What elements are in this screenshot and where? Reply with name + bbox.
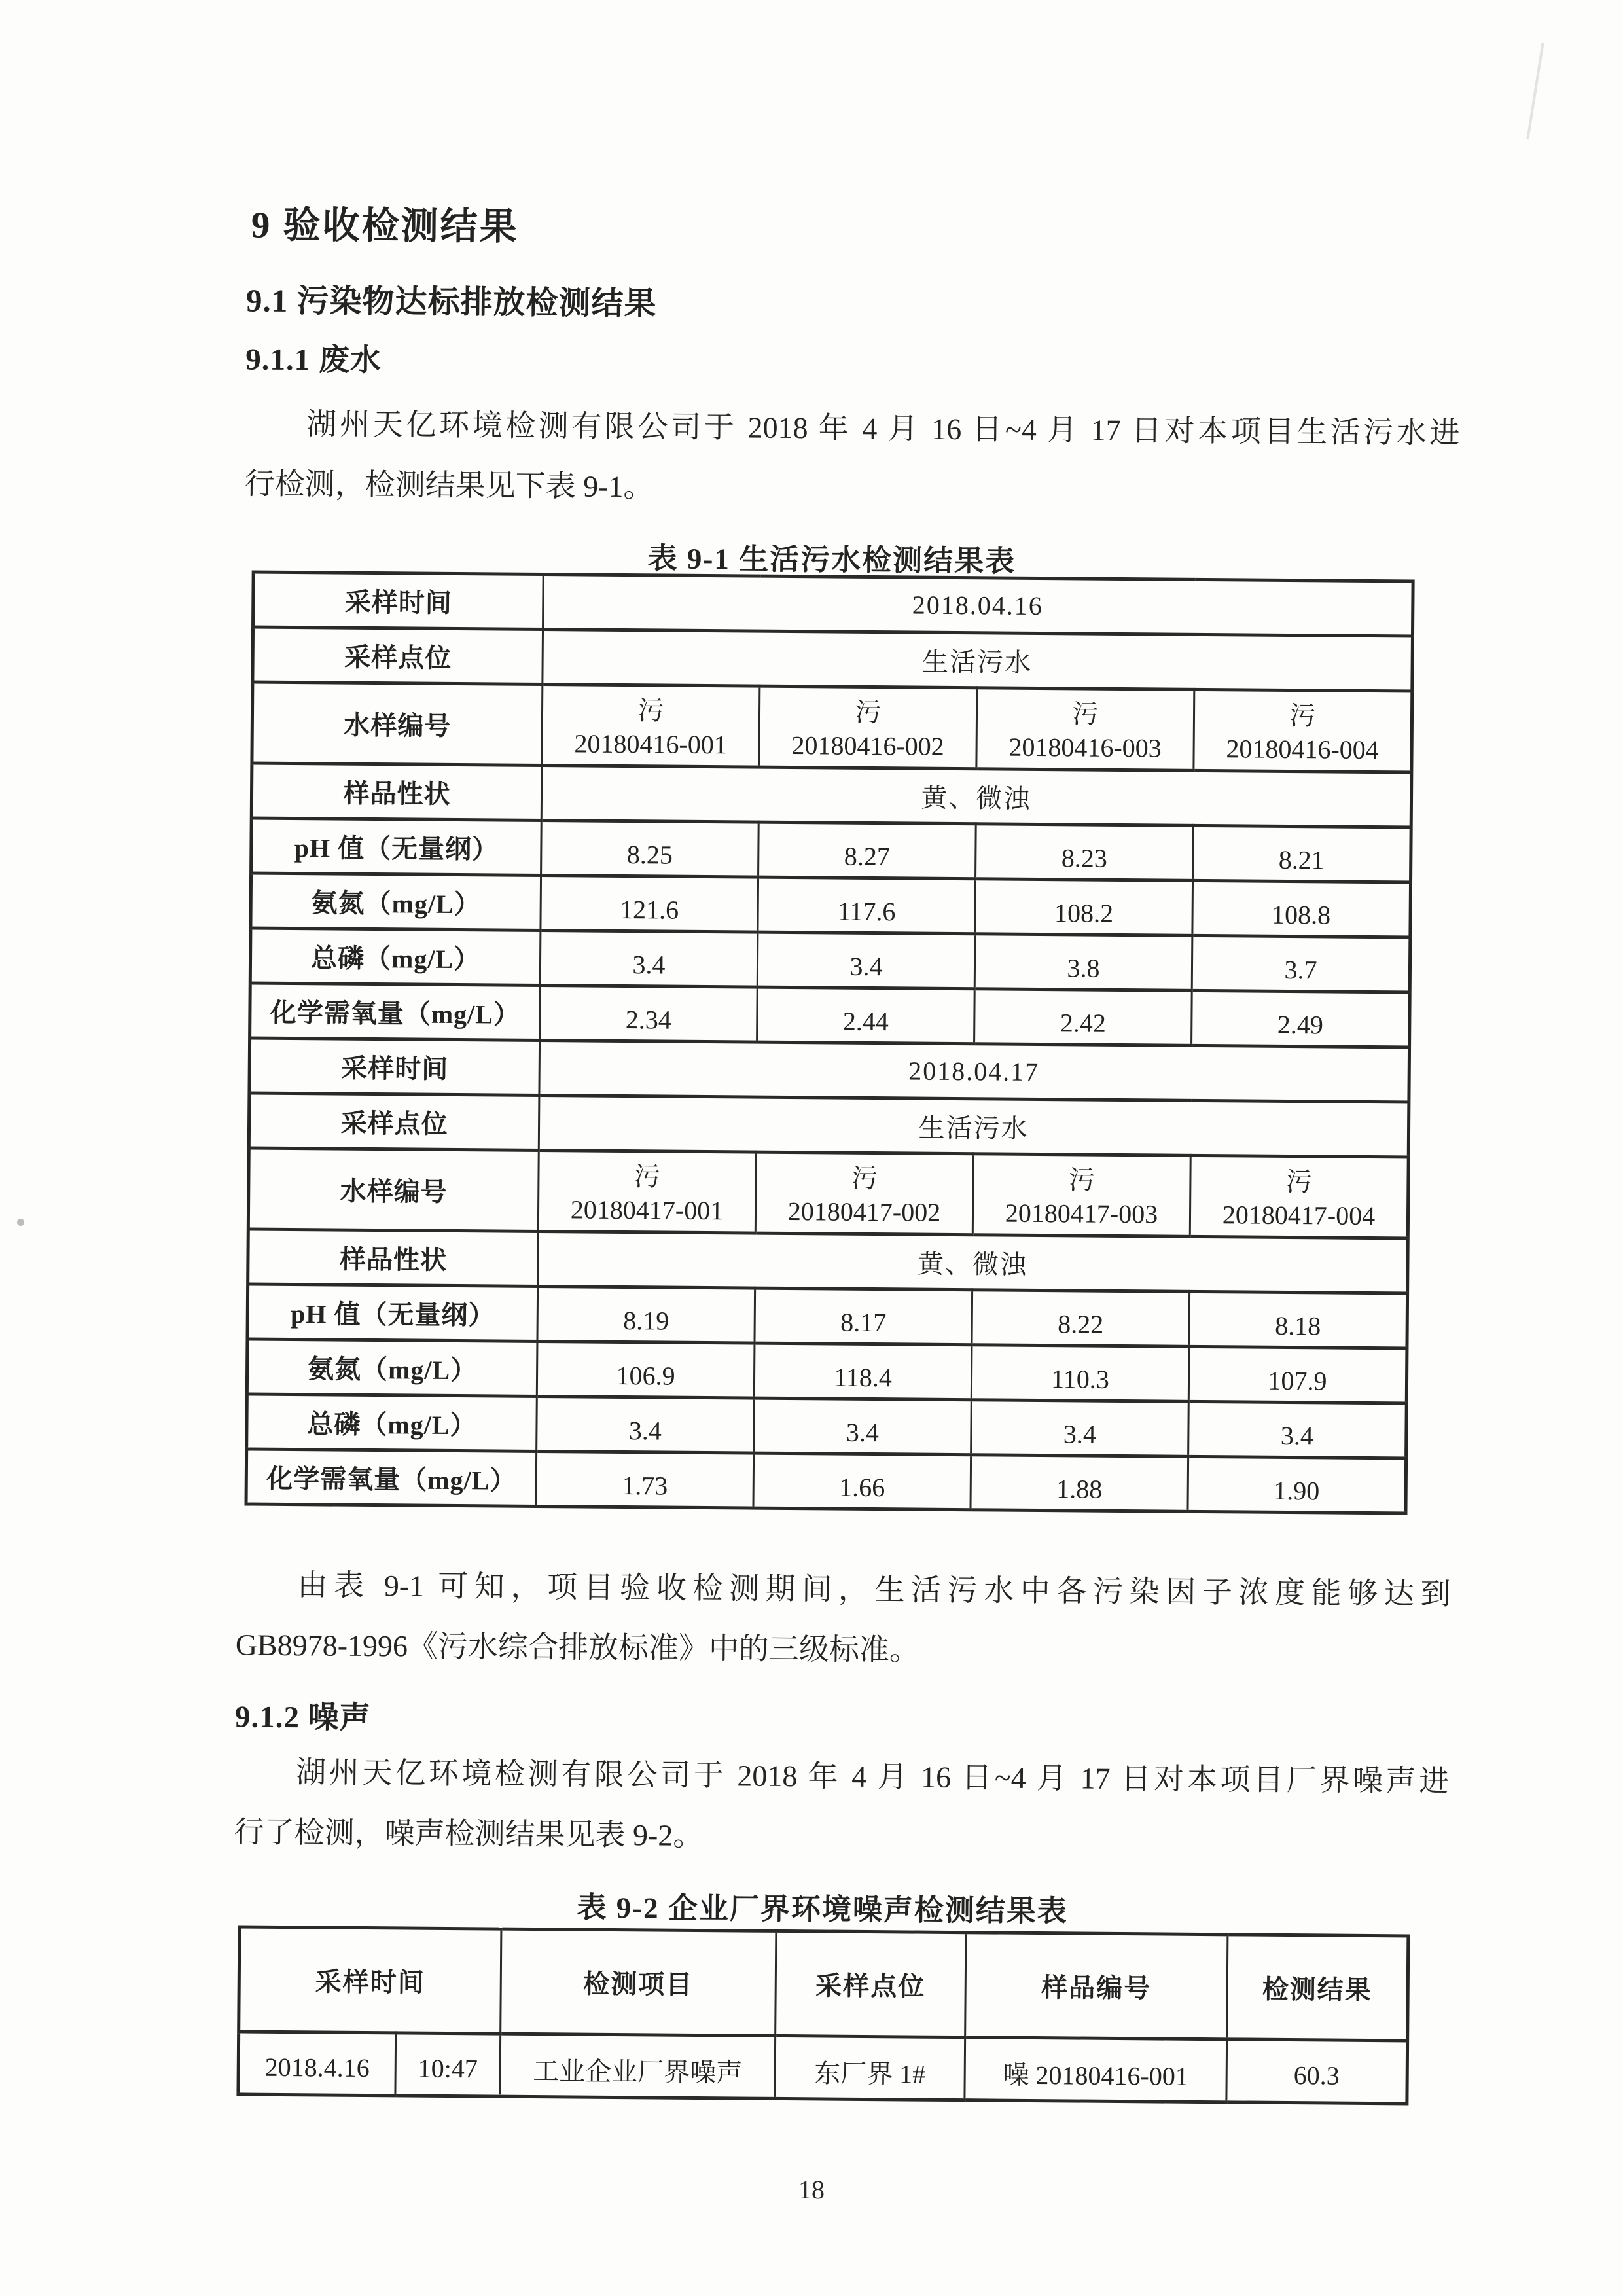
- table-row: [248, 1148, 1408, 1238]
- row-label-cell: 化学需氧量（mg/L）: [250, 983, 541, 1040]
- table-cell: 噪 20180416-001: [965, 2037, 1227, 2102]
- table-cell: 118.4: [754, 1343, 972, 1400]
- table-row: [250, 983, 1410, 1047]
- row-label-cell: pH 值（无量纲）: [247, 1284, 538, 1341]
- chapter-heading: 9 验收检测结果: [251, 204, 519, 248]
- section-heading: 9.1 污染物达标排放检测结果: [245, 282, 657, 322]
- row-label-cell: 采样时间: [249, 1038, 540, 1095]
- table-cell: 2.44: [757, 987, 975, 1044]
- table-cell: 3.4: [537, 1397, 755, 1454]
- table-cell: 3.4: [757, 932, 975, 989]
- paragraph-noise-intro: [234, 1742, 1449, 1872]
- table-cell: 2.34: [540, 986, 758, 1043]
- table-cell: 3.4: [540, 931, 758, 988]
- table-9-1: [244, 571, 1414, 1515]
- table-cell: 8.22: [972, 1290, 1190, 1347]
- table-row: [249, 1038, 1410, 1102]
- page-number: 18: [798, 2175, 825, 2204]
- table-cell: 2.49: [1192, 990, 1410, 1047]
- table-cell: 污 20180417-002: [755, 1152, 973, 1235]
- table-cell: 东厂界 1#: [775, 2036, 965, 2100]
- table-cell: 8.17: [755, 1288, 972, 1345]
- table-cell: 8.27: [758, 822, 976, 879]
- table-cell: 1.90: [1188, 1456, 1406, 1513]
- paragraph-line: GB8978-1996《污水综合排放标准》中的三级标准。: [235, 1628, 920, 1667]
- column-header: 采样时间: [239, 1927, 501, 2034]
- row-label-cell: 采样时间: [253, 572, 544, 629]
- table-cell: 8.19: [537, 1287, 755, 1344]
- table-row: [249, 1093, 1409, 1157]
- row-label-cell: 采样点位: [253, 627, 543, 684]
- table-cell: 黄、微浊: [541, 766, 1412, 827]
- subsection-heading-noise: 9.1.2 噪声: [234, 1700, 371, 1736]
- paragraph-line: 由表 9-1 可知，项目验收检测期间，生活污水中各污染因子浓度能够达到: [297, 1568, 1451, 1611]
- column-header: 采样点位: [776, 1931, 966, 2037]
- table-cell: 2.42: [974, 989, 1192, 1046]
- row-label-cell: 总磷（mg/L）: [247, 1394, 537, 1451]
- table-9-2-caption: 表 9-2 企业厂界环境噪声检测结果表: [577, 1891, 1069, 1928]
- paragraph-line: 行检测，检测结果见下表 9-1。: [244, 467, 654, 504]
- table-cell: 污 20180417-003: [972, 1154, 1190, 1237]
- row-label-cell: pH 值（无量纲）: [251, 818, 542, 875]
- table-cell: 污 20180416-001: [542, 685, 760, 768]
- table-cell: 工业企业厂界噪声: [500, 2034, 776, 2098]
- table-row: [252, 682, 1412, 772]
- table-row: [238, 2032, 1408, 2104]
- table-row: [251, 818, 1412, 882]
- table-cell: 8.23: [976, 824, 1194, 881]
- table-cell: 60.3: [1226, 2039, 1408, 2104]
- table-cell: 3.4: [1188, 1401, 1407, 1458]
- table-row: [248, 1229, 1408, 1293]
- scan-artifact-dot: [17, 1219, 24, 1226]
- table-cell: 3.4: [754, 1398, 972, 1455]
- table-cell: 生活污水: [543, 630, 1413, 691]
- column-header: 样品编号: [965, 1933, 1228, 2039]
- table-cell: 121.6: [541, 876, 758, 933]
- table-cell: 3.8: [974, 934, 1192, 991]
- table-cell: 污 20180417-004: [1190, 1155, 1408, 1238]
- paragraph-wastewater-intro: [244, 393, 1459, 524]
- table-cell: 108.8: [1192, 880, 1411, 937]
- table-row: [251, 763, 1412, 827]
- table-cell: 2018.04.16: [543, 575, 1414, 636]
- table-cell: 110.3: [971, 1345, 1189, 1402]
- table-9-1-caption: 表 9-1 生活污水检测结果表: [647, 542, 1016, 578]
- table-cell: 生活污水: [539, 1096, 1409, 1157]
- table-row: [253, 627, 1413, 691]
- table-cell: 10:47: [395, 2033, 501, 2096]
- table-9-2: [236, 1925, 1410, 2105]
- row-label-cell: 氨氮（mg/L）: [251, 873, 541, 930]
- row-label-cell: 水样编号: [252, 682, 543, 765]
- table-row: [247, 1284, 1408, 1348]
- table-cell: 106.9: [537, 1342, 755, 1399]
- table-cell: 2018.04.17: [539, 1041, 1410, 1102]
- column-header: 检测项目: [501, 1929, 776, 2036]
- table-cell: 3.7: [1192, 935, 1410, 992]
- table-cell: 8.21: [1193, 825, 1412, 882]
- paragraph-line: 行了检测，噪声检测结果见表 9-2。: [234, 1815, 704, 1853]
- table-row: [250, 928, 1410, 992]
- table-cell: 108.2: [975, 879, 1193, 936]
- table-cell: 3.4: [971, 1400, 1189, 1457]
- table-cell: 107.9: [1188, 1346, 1407, 1403]
- row-label-cell: 化学需氧量（mg/L）: [246, 1449, 537, 1506]
- table-row: [246, 1449, 1406, 1513]
- table-cell: 污 20180417-001: [538, 1151, 756, 1234]
- table-header-row: [239, 1927, 1408, 2041]
- paragraph-table1-conclusion: [235, 1554, 1450, 1685]
- row-label-cell: 样品性状: [248, 1229, 539, 1286]
- row-label-cell: 水样编号: [248, 1148, 539, 1231]
- table-cell: 1.88: [971, 1455, 1188, 1512]
- table-cell: 污 20180416-002: [759, 686, 977, 769]
- table-cell: 1.66: [753, 1453, 971, 1510]
- table-row: [247, 1394, 1407, 1458]
- table-cell: 污 20180416-003: [976, 688, 1194, 771]
- table-cell: 2018.4.16: [238, 2032, 396, 2096]
- table-cell: 1.73: [536, 1452, 754, 1509]
- column-header: 检测结果: [1227, 1935, 1408, 2041]
- row-label-cell: 采样点位: [249, 1093, 539, 1150]
- table-row: [247, 1339, 1407, 1403]
- table-cell: 117.6: [758, 877, 976, 934]
- paragraph-line: 湖州天亿环境检测有限公司于 2018 年 4 月 16 日~4 月 17 日对本项目生活污水进: [306, 407, 1460, 450]
- row-label-cell: 样品性状: [251, 763, 542, 820]
- row-label-cell: 氨氮（mg/L）: [247, 1339, 537, 1396]
- table-row: [251, 873, 1411, 937]
- table-cell: 黄、微浊: [538, 1232, 1408, 1293]
- paragraph-line: 湖州天亿环境检测有限公司于 2018 年 4 月 16 日~4 月 17 日对本项目厂界噪声进: [296, 1755, 1450, 1798]
- row-label-cell: 总磷（mg/L）: [250, 928, 541, 985]
- subsection-heading-wastewater: 9.1.1 废水: [245, 342, 382, 378]
- table-cell: 污 20180416-004: [1194, 689, 1412, 772]
- table-row: [253, 572, 1414, 636]
- table-cell: 8.25: [541, 821, 759, 878]
- table-cell: 8.18: [1189, 1291, 1408, 1348]
